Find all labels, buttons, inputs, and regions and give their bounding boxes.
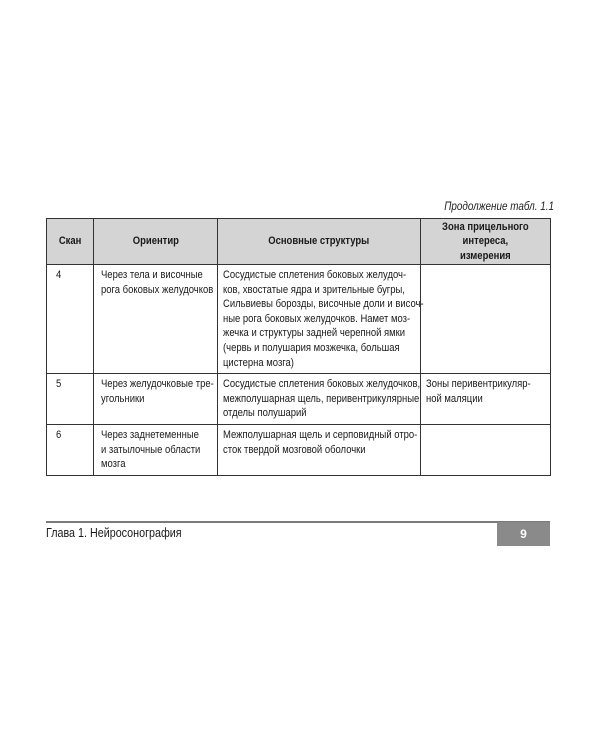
cell-orientation: Через заднетеменные и затылочные области мозга <box>94 424 218 475</box>
cell-scan: 6 <box>47 424 94 475</box>
cell-structures: Сосудистые сплетения боковых желудочков, межполушарная щель, перивентрикулярные отделы полушарий <box>218 374 421 425</box>
cell-zone <box>421 265 551 374</box>
cell-scan: 5 <box>47 374 94 425</box>
chapter-title: Глава 1. Нейросонография <box>46 526 182 540</box>
cell-structures: Сосудистые сплетения боковых желудоч- ков, хвостатые ядра и зрительные бугры, Сильвиевы борозды, височные доли и височ- ные рога боковых желудочков. Намет моз- жечка и структуры задней черепной ямки (червь и полушария мозжечка, большая цистерна мозга) <box>218 265 421 374</box>
cell-orientation: Через тела и височные рога боковых желудочков <box>94 265 218 374</box>
header-structures: Основные структуры <box>218 219 421 265</box>
header-scan: Скан <box>47 219 94 265</box>
cell-scan: 4 <box>47 265 94 374</box>
cell-zone <box>421 424 551 475</box>
header-orientation: Ориентир <box>94 219 218 265</box>
table-row <box>47 374 551 425</box>
table-caption: Продолжение табл. 1.1 <box>444 201 554 213</box>
page-number: 9 <box>497 522 550 546</box>
table-header-row <box>47 219 551 265</box>
scan-table <box>46 218 551 476</box>
cell-zone: Зоны перивентрикуляр- ной маляции <box>421 374 551 425</box>
table-row <box>47 424 551 475</box>
header-zone: Зона прицельного интереса, измерения <box>421 219 551 265</box>
cell-structures: Межполушарная щель и серповидный отро- сток твердой мозговой оболочки <box>218 424 421 475</box>
table-row <box>47 265 551 374</box>
cell-orientation: Через желудочковые тре- угольники <box>94 374 218 425</box>
footer-divider <box>46 521 550 523</box>
